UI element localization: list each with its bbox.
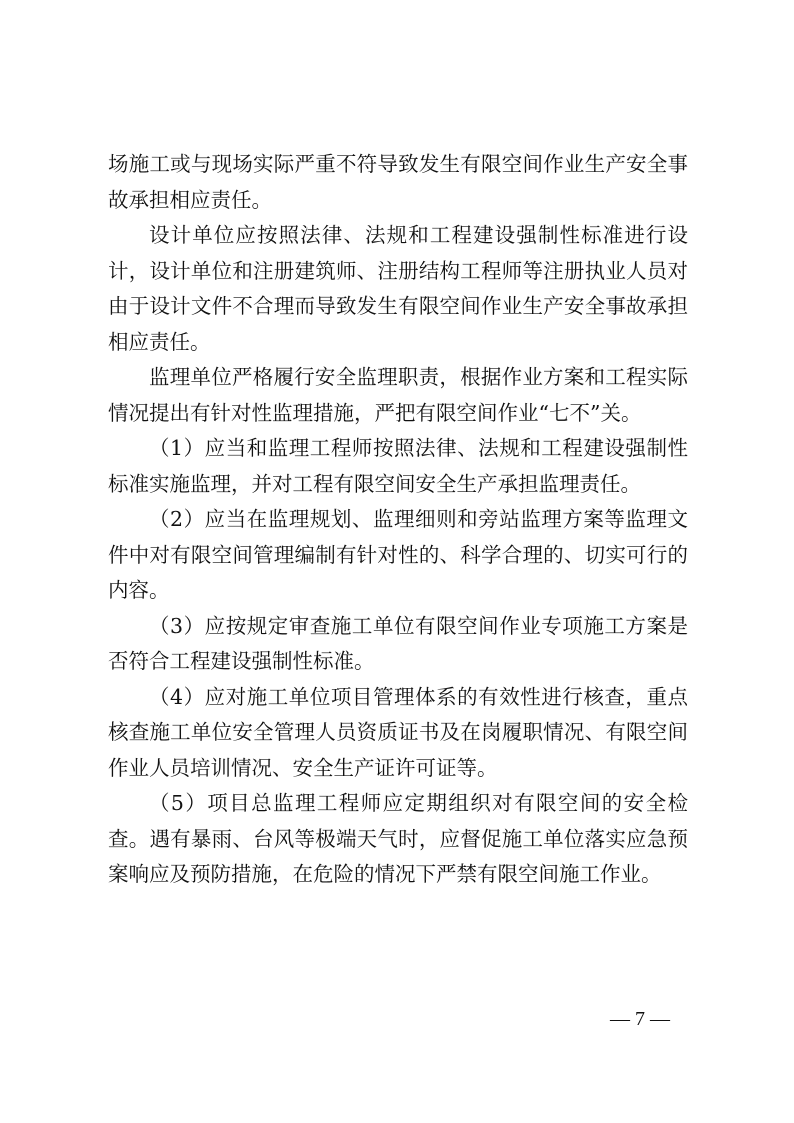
paragraph-continuation: 场施工或与现场实际严重不符导致发生有限空间作业生产安全事故承担相应责任。 xyxy=(108,152,688,212)
paragraph-item-1: （1）应当和监理工程师按照法律、法规和工程建设强制性标准实施监理，并对工程有限空间安全生产承担监理责任。 xyxy=(108,436,688,496)
paragraph-item-4: （4）应对施工单位项目管理体系的有效性进行核查，重点核查施工单位安全管理人员资质证书及在岗履职情况、有限空间作业人员培训情况、安全生产证许可证等。 xyxy=(108,684,688,780)
paragraph-item-2: （2）应当在监理规划、监理细则和旁站监理方案等监理文件中对有限空间管理编制有针对性的、科学合理的、切实可行的内容。 xyxy=(108,507,688,602)
paragraph-design-unit: 设计单位应按照法律、法规和工程建设强制性标准进行设计，设计单位和注册建筑师、注册结构工程师等注册执业人员对由于设计文件不合理而导致发生有限空间作业生产安全事故承担相应责任。 xyxy=(108,223,688,354)
document-body xyxy=(108,147,688,893)
page-number: — 7 — xyxy=(610,1008,670,1030)
paragraph-item-5: （5）项目总监理工程师应定期组织对有限空间的安全检查。遇有暴雨、台风等极端天气时，应督促施工单位落实应急预案响应及预防措施，在危险的情况下严禁有限空间施工作业。 xyxy=(108,791,688,886)
paragraph-item-3: （3）应按规定审查施工单位有限空间作业专项施工方案是否符合工程建设强制性标准。 xyxy=(108,613,688,673)
paragraph-supervision-unit: 监理单位严格履行安全监理职责，根据作业方案和工程实际情况提出有针对性监理措施，严把有限空间作业“七不”关。 xyxy=(108,365,688,425)
